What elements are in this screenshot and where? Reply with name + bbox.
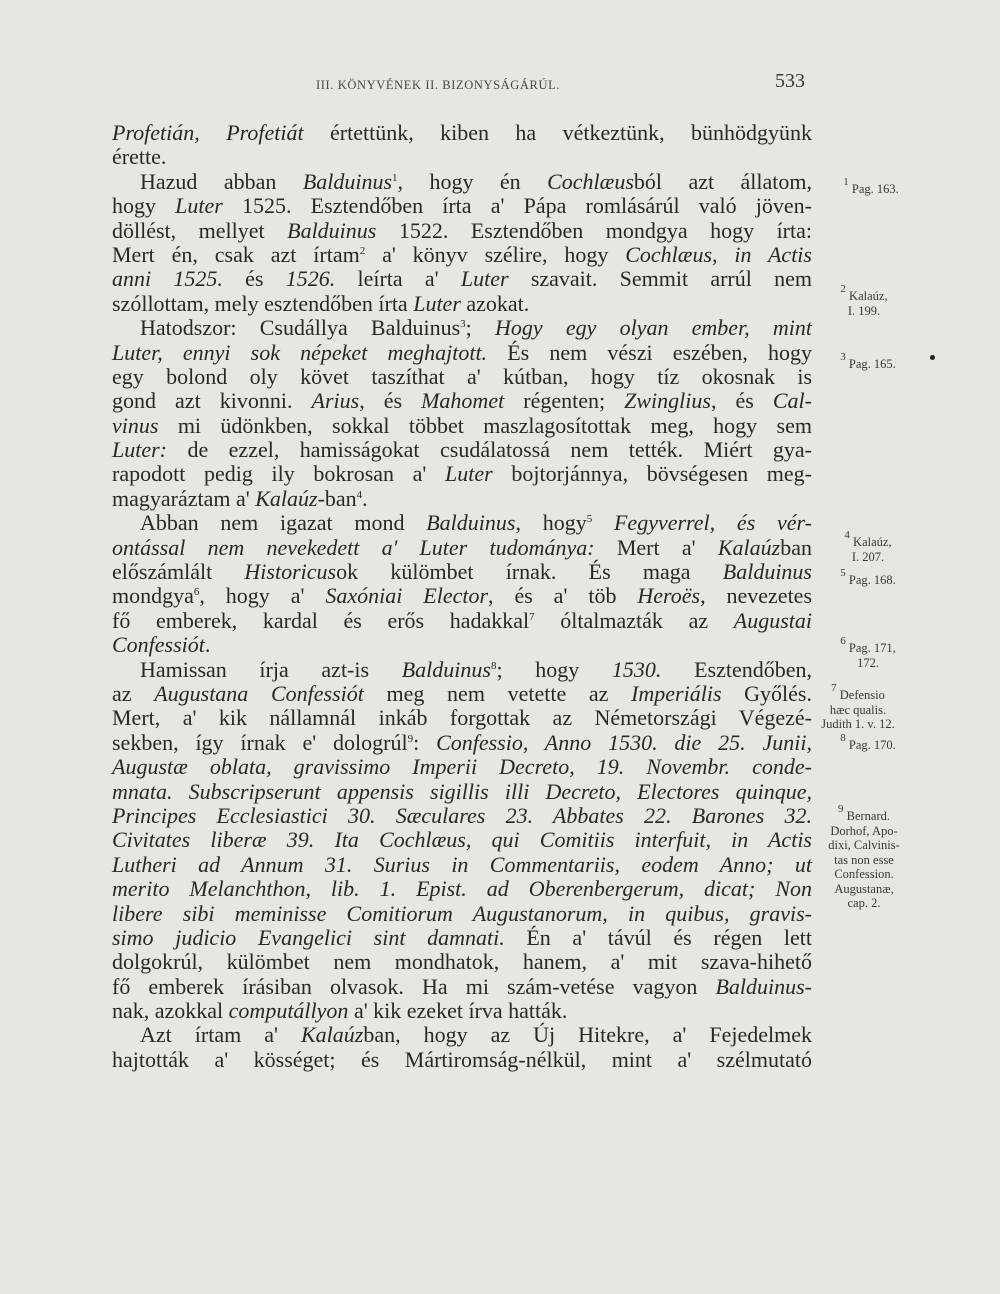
text-line: Hazud abban Balduinus$^1$, hogy én Cochlæusból azt állatom, <box>140 168 813 194</box>
ink-speck <box>930 355 935 360</box>
text-line: az Augustana Confessiót meg nem vetette az Imperiális Győlés. <box>112 680 812 706</box>
text-line: rapodott pedig ily bokrosan a' Luter bojtorjánnya, bövségesen meg- <box>112 461 812 487</box>
text-line: Augustæ oblata, gravissimo Imperii Decreto, 19. Novembr. conde- <box>112 754 812 780</box>
margin-note: $^3$ Pag. 165. <box>840 351 896 371</box>
text-line: egy bolond oly követ taszíthat a' kútban, hogy tíz okosnak is <box>112 363 812 389</box>
text-line: magyaráztam a' Kalaúz-ban$^4$. <box>112 485 368 511</box>
text-line: döllést, mellyet Balduinus 1522. Esztendőben mondgya hogy írta: <box>112 217 812 243</box>
text-line: gond azt kivonni. Arius, és Mahomet régenten; Zwinglius, és Cal- <box>112 388 812 414</box>
text-line: simo judicio Evangelici sint damnati. Én a' távúl és régen lett <box>112 924 812 950</box>
text-line: Hamissan írja azt-is Balduinus$^8$; hogy 1530. Esztendőben, <box>140 656 812 682</box>
text-line: vinus mi üdönkben, sokkal többet maszlagosítottak meg, hogy sem <box>112 412 812 438</box>
page-number: 533 <box>775 70 805 92</box>
text-line: hajtották a' kösséget; és Mártiromság-nélkül, mint a' szélmutató <box>112 1046 812 1072</box>
text-line: Principes Ecclesiastici 30. Sæculares 23. Abbates 22. Barones 32. <box>112 802 812 828</box>
text-line: Luter: de ezzel, hamisságokat csudálatossá nem tették. Miért gya- <box>112 437 812 463</box>
text-line: mondgya$^6$, hogy a' Saxóniai Elector, és a' töb Heroës, nevezetes <box>112 583 813 609</box>
body-text <box>112 121 812 1072</box>
text-line: Lutheri ad Annum 31. Surius in Commentariis, eodem Anno; ut <box>112 851 812 877</box>
running-head: III. KÖNYVÉNEK II. BIZONYSÁGÁRÚL. <box>316 78 561 92</box>
text-line: ontással nem nevekedett a' Luter tudománya: Mert a' Kalaúzban <box>112 534 812 560</box>
text-line: hogy Luter 1525. Esztendőben írta a' Pápa romlásárúl való jöven- <box>112 193 813 219</box>
text-line: érette. <box>112 144 167 170</box>
text-line: Confessiót. <box>112 632 211 658</box>
margin-note: $^2$ Kalaúz, I. 199. <box>840 283 888 318</box>
text-line: libere sibi meminisse Comitiorum Augustanorum, in quibus, gravis- <box>112 900 812 926</box>
text-line: Profetián, Profetiát értettünk, kiben ha vétkeztünk, bünhödgyünk <box>112 120 812 145</box>
text-line: Azt írtam a' Kalaúzban, hogy az Új Hitekre, a' Fejedelmek <box>140 1022 812 1048</box>
text-line: Mert én, csak azt írtam$^2$ a' könyv szélire, hogy Cochlæus, in Actis <box>112 241 812 267</box>
text-line: Luter, ennyi sok népeket meghajtott. És nem vészi eszében, hogy <box>112 339 812 365</box>
margin-note: $^4$ Kalaúz, I. 207. <box>844 529 892 564</box>
text-line: fő emberek, kardal és erős hadakkal$^7$ óltalmazták az Augustai <box>112 607 812 633</box>
text-line: Abban nem igazat mond Balduinus, hogy$^5$ Fegyverrel, és vér- <box>140 510 812 536</box>
margin-note: $^7$ Defensio hæc qualis. Judith 1. v. 12. <box>821 682 895 731</box>
text-line: nak, azokkal computállyon a' kik ezeket írva hatták. <box>112 998 568 1024</box>
margin-note: $^8$ Pag. 170. <box>840 732 896 752</box>
text-line: fő emberek írásiban olvasok. Ha mi szám-vetése vagyon Balduinus- <box>112 973 812 999</box>
text-line: előszámlált Historicusok külömbet írnak. És maga Balduinus <box>112 559 812 585</box>
text-line: merito Melanchthon, lib. 1. Epist. ad Oberenbergerum, dicat; Non <box>112 876 812 902</box>
text-line: anni 1525. és 1526. leírta a' Luter szavait. Semmit arrúl nem <box>112 266 812 292</box>
text-line: sekben, így írnak e' dologrúl$^9$: Confessio, Anno 1530. die 25. Junii, <box>112 729 812 755</box>
margin-note: $^5$ Pag. 168. <box>840 567 896 587</box>
text-line: Mert, a' kik nállamnál inkáb forgottak az Németországi Végezé- <box>112 705 812 731</box>
text-line: mnata. Subscripserunt appensis sigillis illi Decreto, Electores quinque, <box>112 778 812 804</box>
margin-note: $^1$ Pag. 163. <box>843 176 899 196</box>
margin-note: $^6$ Pag. 171, 172. <box>840 635 896 670</box>
text-line: dolgokrúl, külömbet nem mondhatok, hanem, a' mit szava-hihető <box>112 949 812 975</box>
text-line: Hatodszor: Csudállya Balduinus$^3$; Hogy egy olyan ember, mint <box>140 315 812 341</box>
margin-note: $^9$ Bernard. Dorhof, Apo- dixi, Calvinis- tas non esse Confession. Augustanæ, cap. 2. <box>828 803 900 910</box>
text-line: szóllottam, mely esztendőben írta Luter azokat. <box>112 290 530 316</box>
text-line: Civitates liberæ 39. Ita Cochlæus, qui Comitiis interfuit, in Actis <box>112 827 812 853</box>
